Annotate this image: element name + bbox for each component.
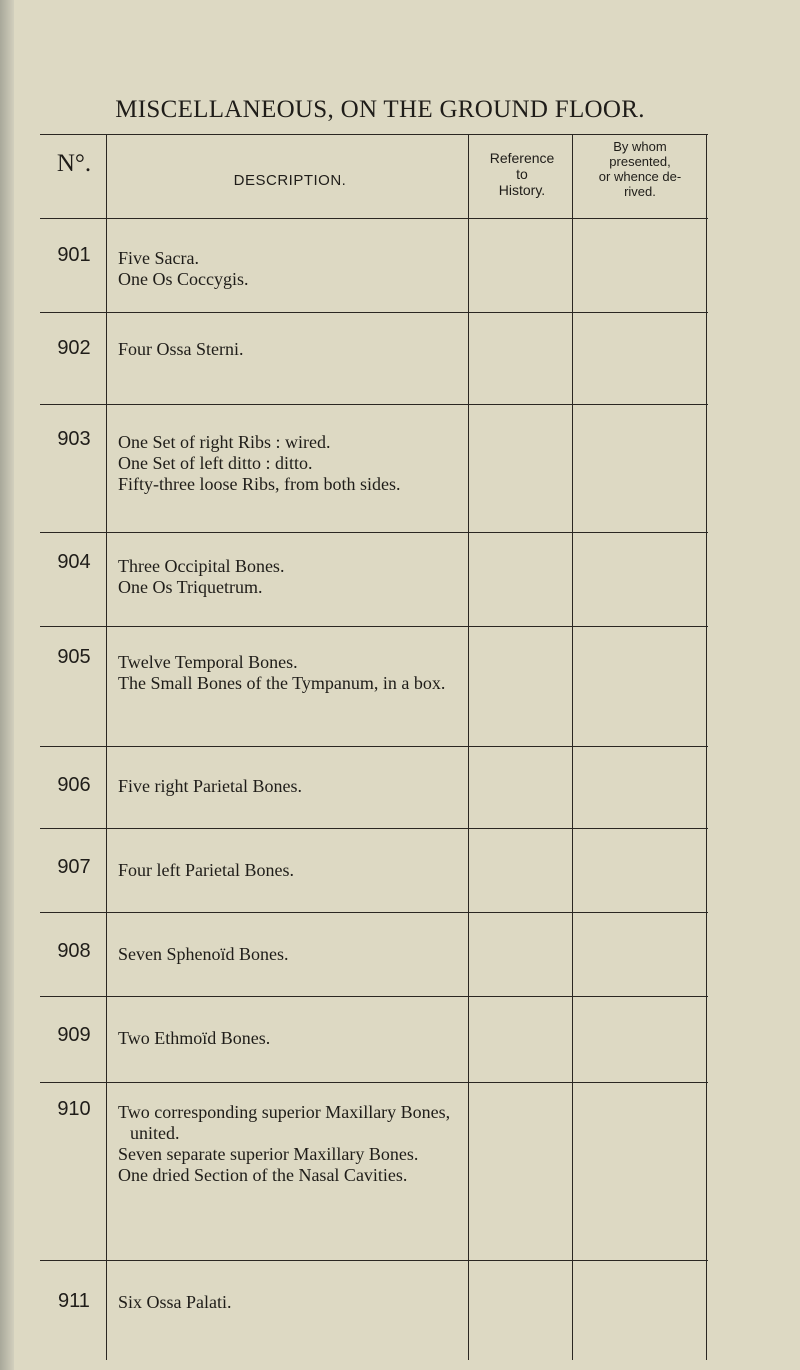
entry-description <box>118 860 468 881</box>
entry-description <box>118 1102 468 1186</box>
entry-number: 906 <box>57 774 91 796</box>
column-rule-presented <box>706 134 707 1360</box>
row-separator <box>40 746 708 747</box>
header-reference-line: History. <box>498 182 546 199</box>
row-separator <box>40 1082 708 1083</box>
entry-description <box>118 556 468 598</box>
description-line: One Os Coccygis. <box>118 269 249 289</box>
entry-number: 910 <box>57 1098 91 1120</box>
entry-number: 909 <box>57 1024 91 1046</box>
row-separator <box>40 404 708 405</box>
description-line: One dried Section of the Nasal Cavities. <box>118 1165 408 1185</box>
header-reference <box>476 150 568 198</box>
column-rule-description <box>468 134 469 1360</box>
row-separator <box>40 996 708 997</box>
row-separator <box>40 828 708 829</box>
entry-description <box>118 944 468 965</box>
description-line: Two Ethmoïd Bones. <box>118 1028 271 1048</box>
entry-number: 911 <box>58 1290 90 1312</box>
entry-number: 903 <box>57 428 91 450</box>
entry-number: 901 <box>57 244 91 266</box>
description-line: Seven separate superior Maxillary Bones. <box>118 1144 419 1164</box>
description-line: Four Ossa Sterni. <box>118 339 244 359</box>
header-bottom-rule <box>40 218 708 219</box>
entry-description <box>118 248 468 290</box>
page-title: MISCELLANEOUS, ON THE GROUND FLOOR. <box>115 96 645 123</box>
header-presented-line: By whom <box>613 139 667 154</box>
entry-description <box>118 776 468 797</box>
entry-number: 905 <box>57 646 91 668</box>
header-presented-line: rived. <box>624 183 656 199</box>
description-line: The Small Bones of the Tympanum, in a box. <box>118 673 446 693</box>
table-top-rule <box>40 134 708 135</box>
entry-number: 902 <box>57 337 91 359</box>
row-separator <box>40 626 708 627</box>
description-line: One Set of right Ribs : wired. <box>118 432 331 452</box>
row-separator <box>40 532 708 533</box>
description-line: Five Sacra. <box>118 248 199 268</box>
entry-number: 908 <box>57 940 91 962</box>
header-reference-line: to <box>516 166 528 183</box>
header-description: DESCRIPTION. <box>233 172 347 189</box>
description-line: Twelve Temporal Bones. <box>118 652 298 672</box>
entry-description <box>118 652 468 694</box>
header-presented-line: or whence de- <box>598 168 682 184</box>
entry-description <box>118 432 468 495</box>
entry-number: 907 <box>57 856 91 878</box>
header-presented-by <box>574 140 706 200</box>
header-number: N°. <box>56 150 92 177</box>
entry-number: 904 <box>57 551 91 573</box>
row-separator <box>40 312 708 313</box>
description-line: Four left Parietal Bones. <box>118 860 294 880</box>
description-line: Two corresponding superior Maxillary Bones, united. <box>118 1102 451 1143</box>
entry-description <box>118 1292 468 1313</box>
page-edge-shadow <box>0 0 14 1370</box>
header-presented-line: presented, <box>609 153 671 169</box>
description-line: Fifty-three loose Ribs, from both sides. <box>118 474 401 494</box>
entry-description <box>118 339 468 360</box>
description-line: Six Ossa Palati. <box>118 1292 232 1312</box>
description-line: One Set of left ditto : ditto. <box>118 453 313 473</box>
description-line: Seven Sphenoïd Bones. <box>118 944 289 964</box>
header-reference-line: Reference <box>489 150 555 166</box>
description-line: Five right Parietal Bones. <box>118 776 302 796</box>
column-rule-number <box>106 134 107 1360</box>
entry-description <box>118 1028 468 1049</box>
description-line: One Os Triquetrum. <box>118 577 263 597</box>
description-line: Three Occipital Bones. <box>118 556 285 576</box>
row-separator <box>40 1260 708 1261</box>
row-separator <box>40 912 708 913</box>
column-rule-reference <box>572 134 573 1360</box>
